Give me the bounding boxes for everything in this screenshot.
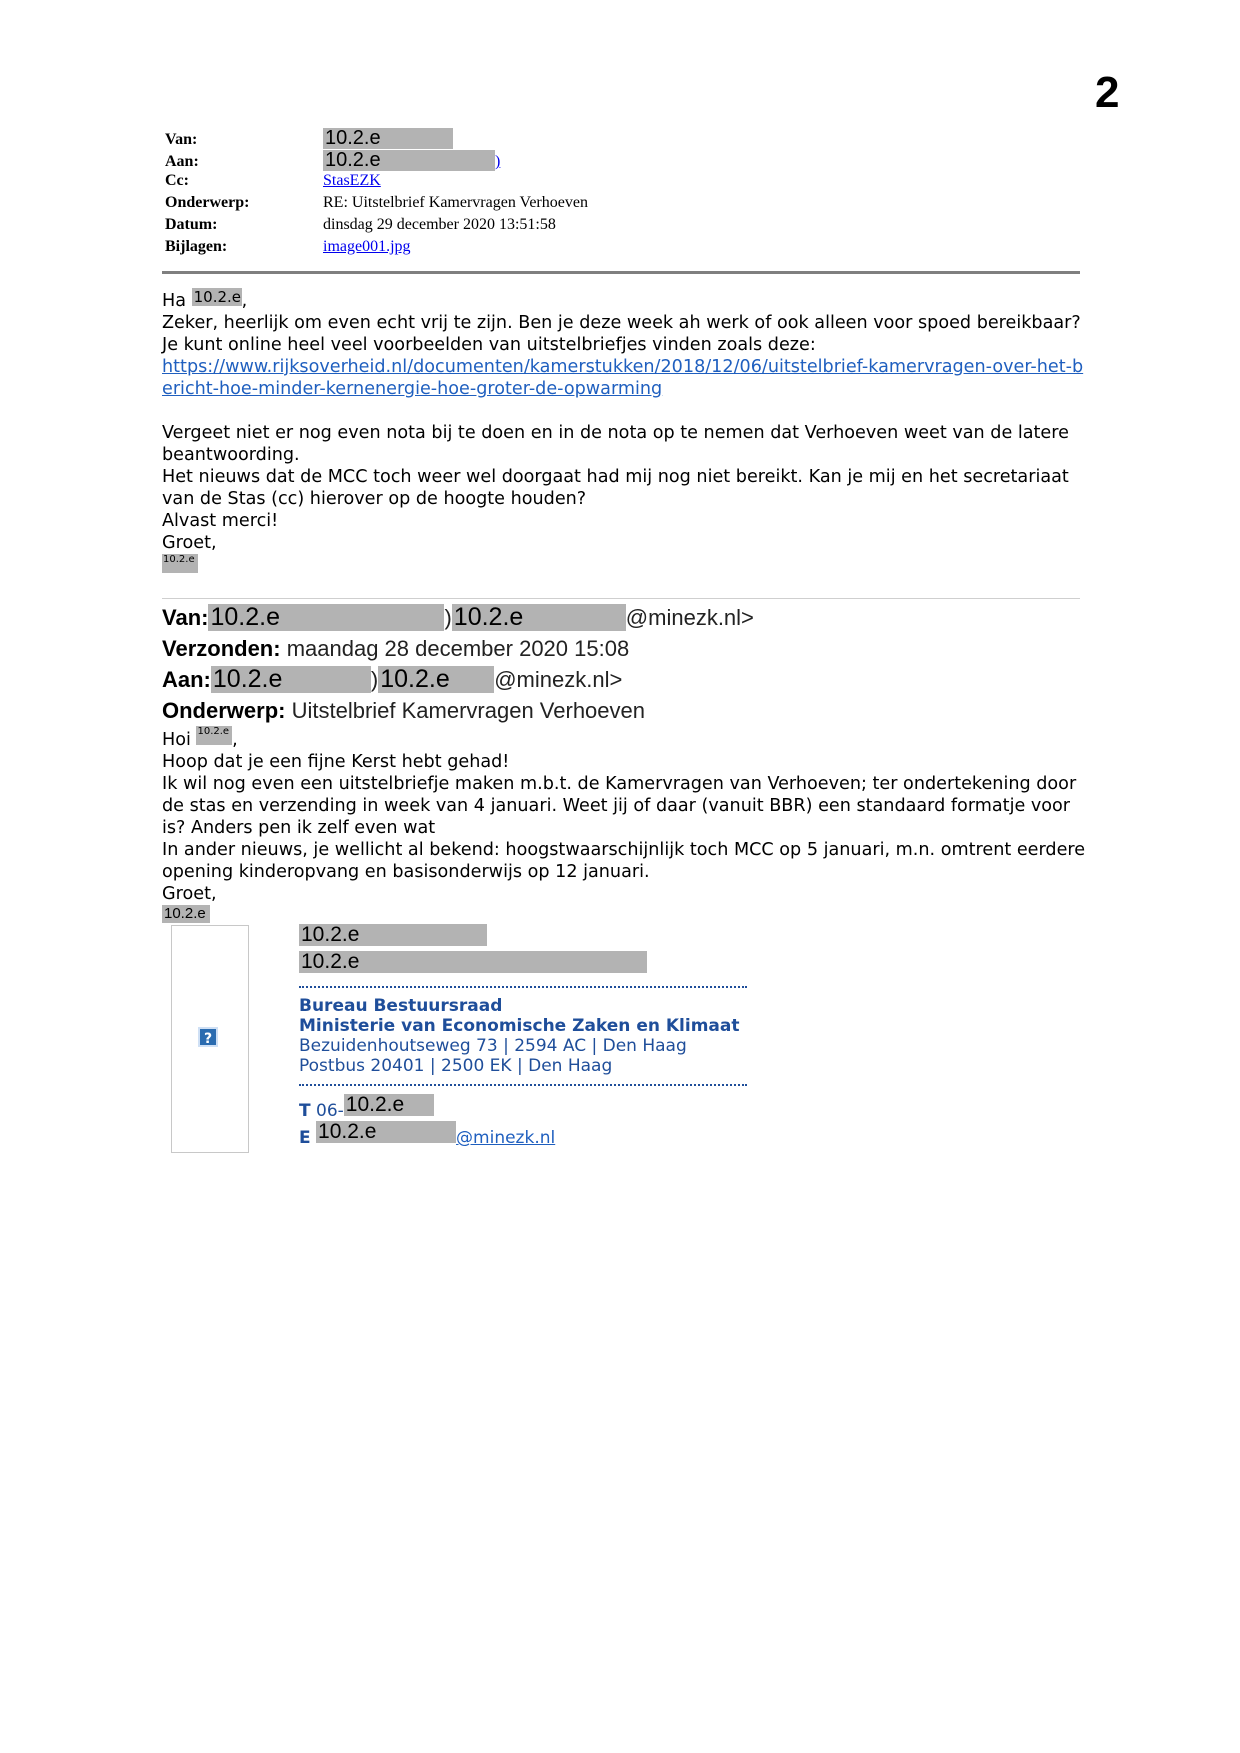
redaction: 10.2.e — [452, 604, 626, 630]
fwd-subject-row — [162, 695, 754, 726]
broken-image-icon: ? — [198, 1027, 218, 1047]
redaction: 10.2.e — [196, 726, 232, 745]
redaction: 10.2.e — [299, 951, 647, 973]
header-attachments-row — [165, 238, 588, 260]
page-number: 2 — [1095, 68, 1120, 117]
signature-email-link[interactable]: @minezk.nl — [456, 1128, 556, 1149]
signature-ministry: Ministerie van Economische Zaken en Klimaat — [299, 1016, 740, 1037]
reply-line: Het nieuws dat de MCC toch weer wel doorgaat had mij nog niet bereikt. Kan je mij en het secretariaat van de Stas (cc) hierover op de hoogte houden? — [162, 467, 1069, 509]
cc-link[interactable]: StasEZK — [323, 172, 381, 189]
redaction: 10.2.e — [344, 1094, 434, 1116]
date-label: Datum: — [165, 216, 218, 233]
to-label: Aan: — [165, 153, 199, 170]
reply-body — [162, 288, 1092, 579]
subject-label: Onderwerp: — [165, 194, 250, 211]
dotted-divider — [299, 1078, 747, 1086]
signature-phone: T 06-10.2.e — [299, 1094, 747, 1121]
fwd-from-label: Van: — [162, 604, 209, 630]
fwd-subject-value: Uitstelbrief Kamervragen Verhoeven — [291, 697, 646, 723]
header-cc-row — [165, 172, 588, 194]
attachment-link[interactable]: image001.jpg — [323, 238, 411, 255]
redaction: 10.2.e — [162, 554, 198, 573]
message-divider — [162, 598, 1080, 599]
header-to-row — [165, 150, 588, 172]
date-value: dinsdag 29 december 2020 13:51:58 — [323, 216, 556, 233]
reply-greeting: Ha 10.2.e, — [162, 288, 248, 311]
redaction: 10.2.e — [162, 905, 210, 923]
redaction: 10.2.e — [378, 666, 494, 692]
reply-line: Vergeet niet er nog even nota bij te doen en in de nota op te nemen dat Verhoeven weet van de latere beantwoording. — [162, 423, 1069, 465]
fwd-sent-row — [162, 633, 754, 664]
original-closing: Groet, — [162, 884, 217, 904]
signature-image-frame — [171, 925, 249, 1153]
dotted-divider — [299, 980, 747, 988]
redaction: 10.2.e — [193, 288, 242, 306]
original-line: Hoop dat je een fijne Kerst hebt gehad! — [162, 752, 510, 772]
example-link[interactable]: https://www.rijksoverheid.nl/documenten/kamerstukken/2018/12/06/uitstelbrief-kamervragen-over-het-bericht-hoe-minder-kernenergie-hoe-groter-de-opwarming — [162, 357, 1084, 399]
header-subject-row — [165, 194, 588, 216]
original-line: In ander nieuws, je wellicht al bekend: hoogstwaarschijnlijk toch MCC op 5 januari, m.n. omtrent eerdere opening kinderopvang en basisonderwijs op 12 januari. — [162, 840, 1086, 882]
reply-closing: Groet, — [162, 533, 217, 553]
signature-department: Bureau Bestuursraad — [299, 996, 503, 1017]
signature-address-2: Postbus 20401 | 2500 EK | Den Haag — [299, 1056, 613, 1077]
fwd-from-row: Van: 10.2.e ) 10.2.e @minezk.nl> — [162, 604, 754, 631]
original-line: Ik wil nog even een uitstelbriefje maken m.b.t. de Kamervragen van Verhoeven; ter ondertekening door de stas en verzending in week van 4 januari. Weet jij of daar (vanuit BBR) een standaard formatje voor is? Anders pen ik zelf even wat — [162, 774, 1077, 838]
redaction: 10.2.e — [316, 1121, 456, 1143]
original-greeting: Hoi 10.2.e , — [162, 726, 238, 750]
header-date-row — [165, 216, 588, 238]
reply-line: Je kunt online heel veel voorbeelden van uitstelbriefjes vinden zoals deze: — [162, 335, 816, 355]
fwd-sent-value: maandag 28 december 2020 15:08 — [286, 635, 630, 661]
header-divider — [162, 271, 1080, 274]
redaction: 10.2.e — [323, 150, 495, 171]
fwd-to-row: Aan: 10.2.e ) 10.2.e @minezk.nl> — [162, 666, 623, 693]
fwd-from-email: @minezk.nl> — [625, 604, 754, 630]
forwarded-header — [162, 602, 754, 726]
signature-address-1: Bezuidenhoutseweg 73 | 2594 AC | Den Haag — [299, 1036, 687, 1057]
fwd-subject-label: Onderwerp: — [162, 697, 286, 723]
email-header — [165, 128, 588, 260]
subject-value: RE: Uitstelbrief Kamervragen Verhoeven — [323, 194, 588, 211]
attachments-label: Bijlagen: — [165, 238, 228, 255]
header-from-row — [165, 128, 588, 150]
original-body — [162, 726, 1092, 929]
signature — [299, 924, 747, 1148]
redaction: 10.2.e — [299, 924, 487, 946]
redaction: 10.2.e — [211, 666, 371, 692]
signature-email: E 10.2.e @minezk.nl — [299, 1121, 556, 1149]
redaction: 10.2.e — [208, 604, 444, 630]
to-link[interactable]: ) — [495, 153, 501, 170]
fwd-to-label: Aan: — [162, 666, 211, 692]
reply-line: Alvast merci! — [162, 511, 279, 531]
from-label: Van: — [165, 131, 198, 148]
cc-label: Cc: — [165, 172, 189, 189]
redaction: 10.2.e — [323, 128, 453, 149]
fwd-to-email: @minezk.nl> — [494, 666, 623, 692]
reply-line: Zeker, heerlijk om even echt vrij te zijn. Ben je deze week ah werk of ook alleen voor spoed bereikbaar? — [162, 313, 1081, 333]
fwd-sent-label: Verzonden: — [162, 635, 281, 661]
